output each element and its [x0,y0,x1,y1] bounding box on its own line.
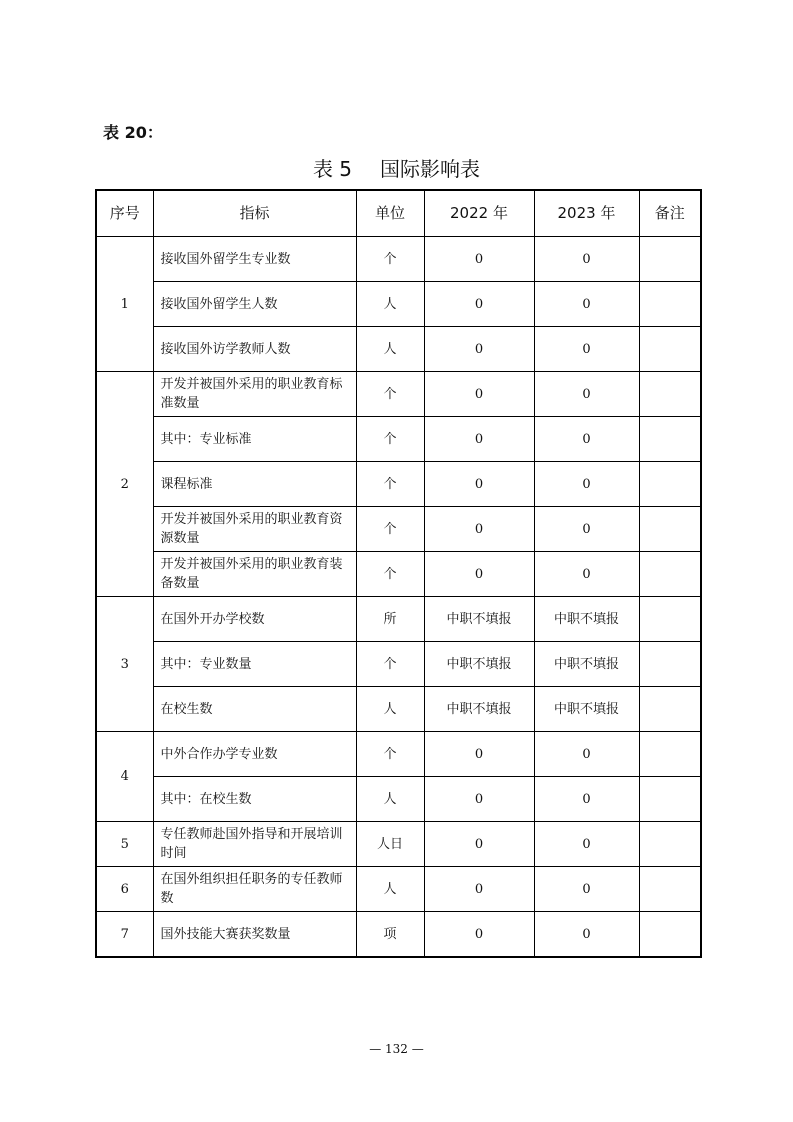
note-cell [639,237,701,282]
unit-cell: 个 [356,417,424,462]
unit-cell: 人 [356,282,424,327]
table-row [96,867,701,912]
note-cell [639,777,701,822]
table-title [0,153,793,182]
value-2022-cell: 0 [424,912,534,958]
header-2022: 2022 年 [424,190,534,237]
value-2023-cell: 0 [534,417,639,462]
value-2022-cell: 0 [424,822,534,867]
value-2023-cell: 0 [534,732,639,777]
note-cell [639,597,701,642]
note-cell [639,822,701,867]
indicator-cell: 在校生数 [153,687,356,732]
unit-cell: 人 [356,777,424,822]
indicator-cell: 其中：专业数量 [153,642,356,687]
indicator-cell: 开发并被国外采用的职业教育标准数量 [153,372,356,417]
indicator-cell: 开发并被国外采用的职业教育装备数量 [153,552,356,597]
note-cell [639,552,701,597]
table-row [96,282,701,327]
indicator-cell: 专任教师赴国外指导和开展培训时间 [153,822,356,867]
table-row [96,552,701,597]
value-2022-cell: 0 [424,282,534,327]
note-cell [639,462,701,507]
indicator-cell: 接收国外留学生专业数 [153,237,356,282]
value-2022-cell: 0 [424,417,534,462]
indicator-cell: 接收国外留学生人数 [153,282,356,327]
value-2022-cell: 0 [424,462,534,507]
unit-cell: 所 [356,597,424,642]
seq-cell: 6 [96,867,153,912]
table-row [96,732,701,777]
note-cell [639,507,701,552]
table-row [96,462,701,507]
indicator-cell: 课程标准 [153,462,356,507]
header-2023: 2023 年 [534,190,639,237]
seq-cell: 3 [96,597,153,732]
table-row [96,687,701,732]
seq-cell: 4 [96,732,153,822]
indicator-cell: 接收国外访学教师人数 [153,327,356,372]
value-2023-cell: 中职不填报 [534,597,639,642]
value-2022-cell: 0 [424,552,534,597]
note-cell [639,867,701,912]
table-row [96,507,701,552]
indicator-cell: 在国外组织担任职务的专任教师数 [153,867,356,912]
unit-cell: 项 [356,912,424,958]
unit-cell: 个 [356,732,424,777]
value-2023-cell: 0 [534,327,639,372]
table-caption: 表 20： [103,123,163,142]
value-2023-cell: 0 [534,867,639,912]
seq-cell: 1 [96,237,153,372]
table-row [96,912,701,958]
seq-cell: 7 [96,912,153,958]
value-2022-cell: 中职不填报 [424,642,534,687]
seq-cell: 2 [96,372,153,597]
table-row [96,327,701,372]
indicator-cell: 国外技能大赛获奖数量 [153,912,356,958]
header-unit: 单位 [356,190,424,237]
unit-cell: 人日 [356,822,424,867]
page-number: — 132 — [369,1042,424,1056]
value-2022-cell: 0 [424,732,534,777]
note-cell [639,327,701,372]
header-note: 备注 [639,190,701,237]
value-2023-cell: 0 [534,777,639,822]
value-2023-cell: 0 [534,462,639,507]
unit-cell: 个 [356,372,424,417]
note-cell [639,372,701,417]
header-seq: 序号 [96,190,153,237]
unit-cell: 个 [356,507,424,552]
header-row [96,190,701,237]
indicator-cell: 开发并被国外采用的职业教育资源数量 [153,507,356,552]
table-row [96,372,701,417]
value-2023-cell: 中职不填报 [534,642,639,687]
unit-cell: 人 [356,687,424,732]
unit-cell: 个 [356,642,424,687]
note-cell [639,732,701,777]
note-cell [639,687,701,732]
unit-cell: 个 [356,462,424,507]
table-row [96,237,701,282]
unit-cell: 个 [356,552,424,597]
indicator-cell: 中外合作办学专业数 [153,732,356,777]
value-2022-cell: 0 [424,372,534,417]
unit-cell: 人 [356,867,424,912]
value-2022-cell: 0 [424,777,534,822]
indicator-cell: 其中：在校生数 [153,777,356,822]
value-2023-cell: 0 [534,552,639,597]
value-2023-cell: 0 [534,237,639,282]
table-title-text: 国际影响表 [380,157,481,181]
seq-cell: 5 [96,822,153,867]
value-2022-cell: 中职不填报 [424,687,534,732]
unit-cell: 个 [356,237,424,282]
value-2023-cell: 0 [534,372,639,417]
value-2023-cell: 0 [534,822,639,867]
table-body [96,237,701,958]
note-cell [639,642,701,687]
value-2023-cell: 0 [534,282,639,327]
note-cell [639,282,701,327]
indicator-cell: 在国外开办学校数 [153,597,356,642]
table-row [96,597,701,642]
note-cell [639,417,701,462]
table-row [96,822,701,867]
value-2022-cell: 0 [424,237,534,282]
value-2023-cell: 0 [534,912,639,958]
indicator-cell: 其中：专业标准 [153,417,356,462]
international-influence-table [95,189,702,958]
table-row [96,777,701,822]
value-2022-cell: 0 [424,867,534,912]
value-2022-cell: 中职不填报 [424,597,534,642]
table-row [96,642,701,687]
value-2023-cell: 中职不填报 [534,687,639,732]
value-2023-cell: 0 [534,507,639,552]
header-indicator: 指标 [153,190,356,237]
value-2022-cell: 0 [424,327,534,372]
table-row [96,417,701,462]
note-cell [639,912,701,958]
value-2022-cell: 0 [424,507,534,552]
table-number: 表 5 [312,157,353,181]
unit-cell: 人 [356,327,424,372]
